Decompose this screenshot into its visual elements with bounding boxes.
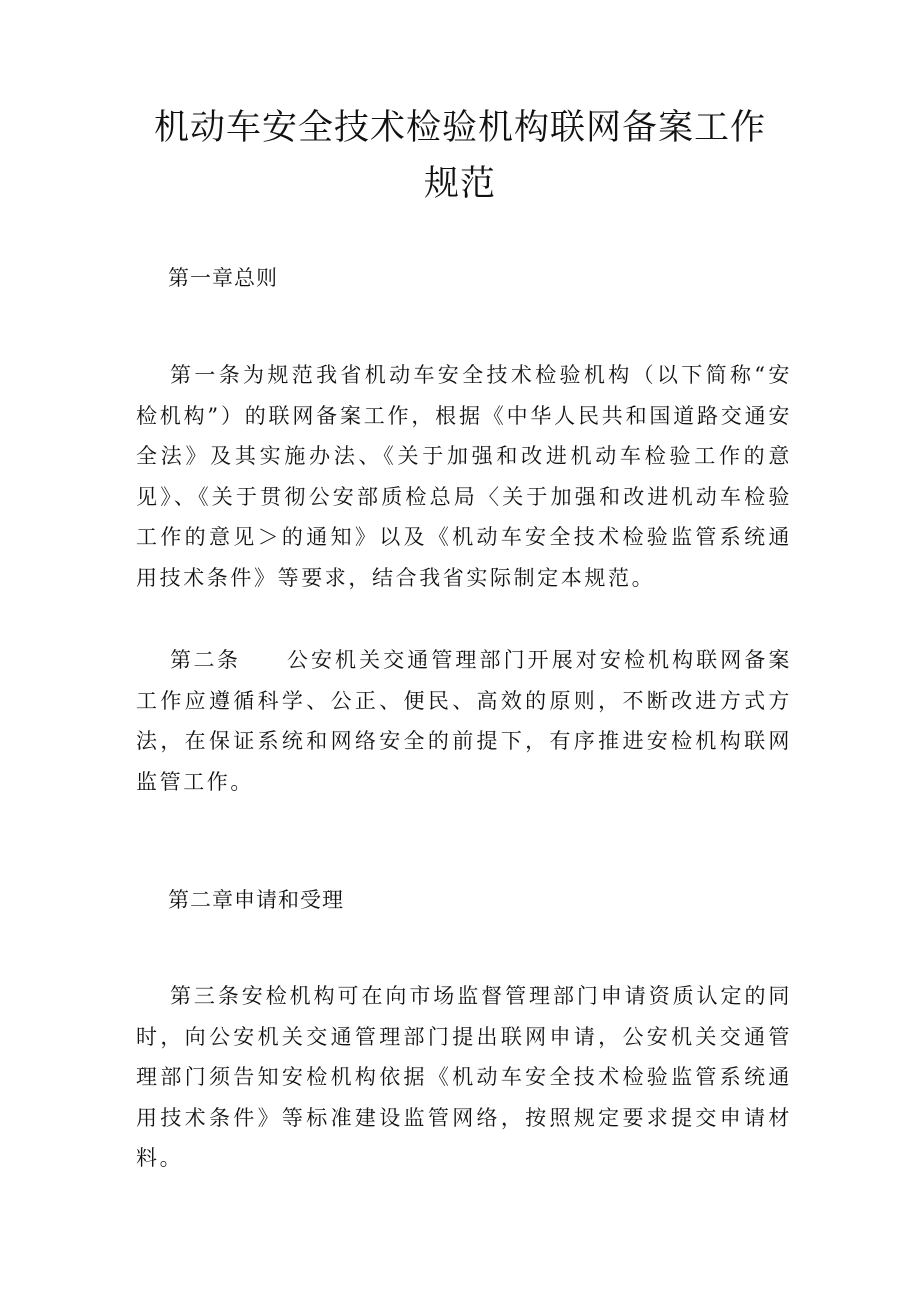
- article-1-paragraph: 第一条为规范我省机动车安全技术检验机构（以下简称“安检机构”）的联网备案工作，根据《中华人民共和国道路交通安全法》及其实施办法、《关于加强和改进机动车检验工作的意见》、《关于贯彻公安部质检总局〈关于加强和改进机动车检验工作的意见＞的通知》以及《机动车安全技术检验监管系统通用技术条件》等要求，结合我省实际制定本规范。: [136, 363, 792, 590]
- chapter-2-heading: 第二章申请和受理: [168, 888, 344, 912]
- article-2-text: 公安机关交通管理部门开展对安检机构联网备案工作应遵循科学、公正、便民、高效的原则，不断改进方式方法，在保证系统和网络安全的前提下，有序推进安检机构联网监管工作。: [136, 648, 793, 794]
- article-2-label: 第二条: [170, 648, 241, 672]
- chapter-1-heading: 第一章总则: [168, 266, 278, 290]
- document-title: 机动车安全技术检验机构联网备案工作规范: [153, 108, 766, 204]
- article-2-paragraph: [136, 640, 792, 802]
- article-3-paragraph: 第三条安检机构可在向市场监督管理部门申请资质认定的同时，向公安机关交通管理部门提出联网申请，公安机关交通管理部门须告知安检机构依据《机动车安全技术检验监管系统通用技术条件》等标准建设监管网络，按照规定要求提交申请材料。: [136, 984, 792, 1171]
